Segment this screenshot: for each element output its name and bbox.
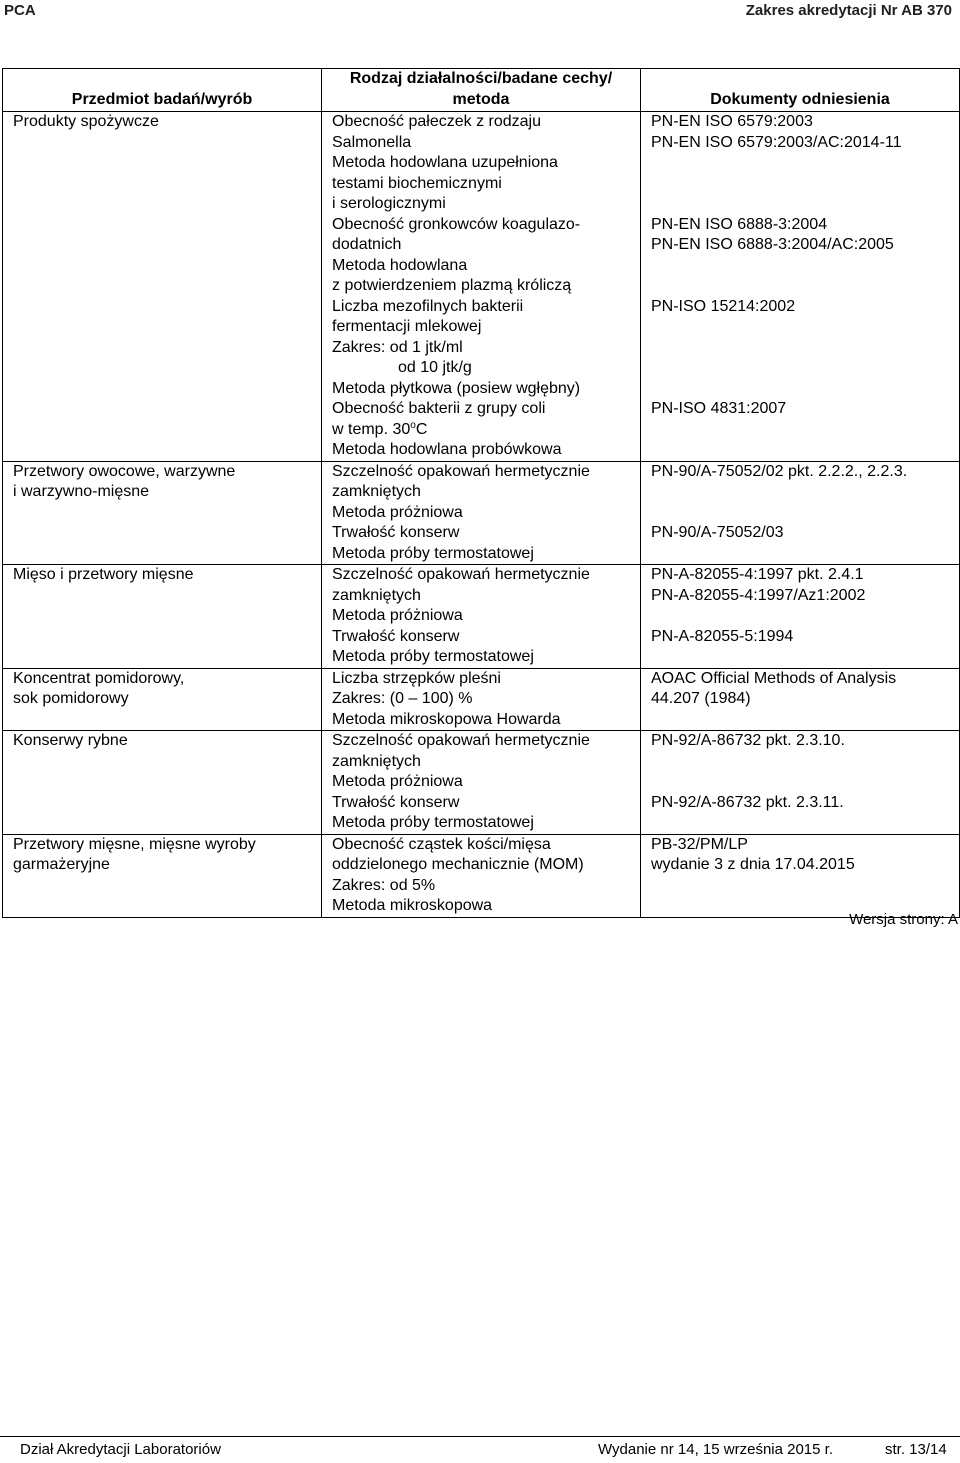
table-row <box>3 834 960 917</box>
document-line <box>651 772 949 793</box>
document-line: PN-A-82055-4:1997/Az1:2002 <box>651 586 866 604</box>
document-item <box>651 731 949 793</box>
document-line: PN-EN ISO 6888-3:2004 <box>651 215 828 233</box>
document-item <box>651 793 949 834</box>
subject-text: Koncentrat pomidorowy, <box>13 669 185 687</box>
activity-item <box>332 112 630 215</box>
document-line <box>651 440 949 461</box>
activity-item <box>332 835 630 917</box>
document-line: PN-EN ISO 6579:2003 <box>651 113 813 130</box>
document-line: 44.207 (1984) <box>651 690 751 707</box>
activity-line: oddzielonego mechanicznie (MOM) <box>332 856 584 873</box>
activity-line: Obecność cząstek kości/mięsa <box>332 835 551 853</box>
activity-line: Metoda próżniowa <box>332 503 463 521</box>
documents-cell <box>641 668 960 731</box>
activity-item <box>332 399 630 461</box>
col-header-subject: Przedmiot badań/wyrób <box>3 69 322 112</box>
page-footer <box>0 1436 960 1458</box>
table-header-row <box>3 69 960 112</box>
subject-cell <box>3 112 322 462</box>
activity-line: zamkniętych <box>332 483 421 500</box>
activity-line: Metoda hodowlana probówkowa <box>332 441 562 458</box>
activity-item <box>332 523 630 564</box>
document-line <box>651 379 949 400</box>
activity-line: Szczelność opakowań hermetycznie <box>332 566 590 583</box>
document-item <box>651 627 949 668</box>
activity-line: Metoda hodowlana uzupełniona <box>332 154 558 171</box>
activity-line: Zakres: od 5% <box>332 876 436 894</box>
document-item <box>651 835 949 917</box>
activity-line: Zakres: (0 – 100) % <box>332 690 473 707</box>
document-item <box>651 565 949 627</box>
documents-cell <box>641 565 960 669</box>
subject-cell <box>3 834 322 917</box>
document-line: PN-ISO 15214:2002 <box>651 297 796 315</box>
document-line <box>651 174 949 195</box>
documents-cell <box>641 834 960 917</box>
document-line <box>651 606 949 627</box>
activity-line: Metoda próby termostatowej <box>332 648 534 665</box>
document-item <box>651 523 949 564</box>
activity-line: Liczba strzępków pleśni <box>332 669 501 687</box>
activity-cell <box>322 112 641 462</box>
activity-cell <box>322 668 641 731</box>
documents-cell <box>641 112 960 462</box>
document-line <box>651 317 949 338</box>
document-line: PN-92/A-86732 pkt. 2.3.10. <box>651 732 845 749</box>
document-line <box>651 503 949 524</box>
subject-cell <box>3 461 322 565</box>
activity-line: dodatnich <box>332 236 402 253</box>
subject-text: garmażeryjne <box>13 856 110 873</box>
subject-cell <box>3 731 322 835</box>
activity-line: i serologicznymi <box>332 195 446 212</box>
document-line <box>651 710 949 731</box>
activity-line: Metoda próżniowa <box>332 607 463 624</box>
activity-item <box>332 462 630 524</box>
document-line <box>651 420 949 441</box>
activity-line: Szczelność opakowań hermetycznie <box>332 462 590 480</box>
activity-cell <box>322 731 641 835</box>
document-line: PN-A-82055-4:1997 pkt. 2.4.1 <box>651 566 864 583</box>
activity-item <box>332 215 630 297</box>
document-item <box>651 669 949 731</box>
subject-text: Konserwy rybne <box>13 732 128 749</box>
subject-cell <box>3 565 322 669</box>
document-line: PN-A-82055-5:1994 <box>651 627 794 645</box>
activity-line: Metoda płytkowa (posiew wgłębny) <box>332 379 581 397</box>
document-item <box>651 215 949 297</box>
document-item <box>651 297 949 400</box>
document-line <box>651 276 949 297</box>
activity-cell <box>322 834 641 917</box>
degree-superscript: o <box>410 419 416 431</box>
documents-cell <box>641 731 960 835</box>
document-line: AOAC Official Methods of Analysis <box>651 669 897 687</box>
page-header <box>0 0 960 22</box>
footer-department: Dział Akredytacji Laboratoriów <box>20 1441 221 1458</box>
table-row <box>3 112 960 462</box>
subject-text: sok pomidorowy <box>13 690 129 707</box>
document-line: PN-90/A-75052/02 pkt. 2.2.2., 2.2.3. <box>651 462 908 480</box>
document-item <box>651 112 949 215</box>
activity-line: Metoda hodowlana <box>332 256 468 274</box>
activity-line: Metoda mikroskopowa <box>332 897 493 914</box>
activity-line: testami biochemicznymi <box>332 174 502 192</box>
activity-item <box>332 627 630 668</box>
document-line <box>651 256 949 277</box>
document-line: PB-32/PM/LP <box>651 835 748 853</box>
activity-line: Trwałość konserw <box>332 627 460 645</box>
activity-line: z potwierdzeniem plazmą króliczą <box>332 277 572 294</box>
activity-item <box>332 669 630 731</box>
subject-cell <box>3 668 322 731</box>
activity-line: Obecność pałeczek z rodzaju <box>332 113 541 130</box>
activity-line: Liczba mezofilnych bakterii <box>332 297 524 315</box>
document-line: PN-ISO 4831:2007 <box>651 400 787 417</box>
activity-line: Salmonella <box>332 133 412 151</box>
activity-line: od 10 jtk/g <box>398 359 472 376</box>
subject-text: Mięso i przetwory mięsne <box>13 566 194 583</box>
document-item <box>651 399 949 461</box>
col-header-activity: Rodzaj działalności/badane cechy/ metoda <box>322 69 641 112</box>
document-line <box>651 752 949 773</box>
activity-item <box>332 565 630 627</box>
activity-item <box>332 793 630 834</box>
activity-line: Metoda próżniowa <box>332 773 463 790</box>
activity-line: Metoda mikroskopowa Howarda <box>332 710 561 728</box>
header-org: PCA <box>4 2 36 19</box>
footer-page-number: str. 13/14 <box>885 1441 947 1458</box>
subject-text: Przetwory mięsne, mięsne wyroby <box>13 835 256 853</box>
document-line <box>651 338 949 359</box>
activity-item <box>332 297 630 400</box>
accreditation-table <box>2 68 960 918</box>
subject-text: Produkty spożywcze <box>13 113 159 130</box>
activity-line: fermentacji mlekowej <box>332 318 482 335</box>
document-line: PN-EN ISO 6579:2003/AC:2014-11 <box>651 133 902 151</box>
document-item <box>651 462 949 524</box>
document-line <box>651 194 949 215</box>
footer-edition: Wydanie nr 14, 15 września 2015 r. <box>598 1441 833 1458</box>
activity-line: w temp. 30$^o$C <box>332 419 428 438</box>
activity-line: Obecność bakterii z grupy coli <box>332 400 546 417</box>
table-row <box>3 461 960 565</box>
document-line: PN-90/A-75052/03 <box>651 524 784 541</box>
activity-line: Metoda próby termostatowej <box>332 814 534 831</box>
table-row <box>3 731 960 835</box>
table-row <box>3 668 960 731</box>
documents-cell <box>641 461 960 565</box>
document-line <box>651 482 949 503</box>
activity-line: Trwałość konserw <box>332 793 460 811</box>
activity-line: zamkniętych <box>332 586 421 604</box>
document-line <box>651 544 949 565</box>
activity-line: zamkniętych <box>332 752 421 770</box>
col-header-documents: Dokumenty odniesienia <box>641 69 960 112</box>
activity-line: Zakres: od 1 jtk/ml <box>332 338 463 356</box>
document-line <box>651 153 949 174</box>
activity-line: Szczelność opakowań hermetycznie <box>332 732 590 749</box>
subject-text: Przetwory owocowe, warzywne <box>13 462 236 480</box>
table-row <box>3 565 960 669</box>
activity-item <box>332 731 630 793</box>
activity-cell <box>322 565 641 669</box>
document-line <box>651 876 949 897</box>
document-line <box>651 813 949 834</box>
activity-line: Metoda próby termostatowej <box>332 544 534 562</box>
document-line: PN-EN ISO 6888-3:2004/AC:2005 <box>651 236 894 253</box>
subject-text: i warzywno-mięsne <box>13 483 150 500</box>
activity-cell <box>322 461 641 565</box>
page-version: Wersja strony: A <box>849 911 958 928</box>
activity-line: Trwałość konserw <box>332 524 460 541</box>
document-line: PN-92/A-86732 pkt. 2.3.11. <box>651 793 844 811</box>
header-scope-title: Zakres akredytacji Nr AB 370 <box>745 2 952 19</box>
activity-line: Obecność gronkowców koagulazo- <box>332 215 581 233</box>
document-line <box>651 358 949 379</box>
document-line <box>651 647 949 668</box>
document-line: wydanie 3 z dnia 17.04.2015 <box>651 856 855 873</box>
